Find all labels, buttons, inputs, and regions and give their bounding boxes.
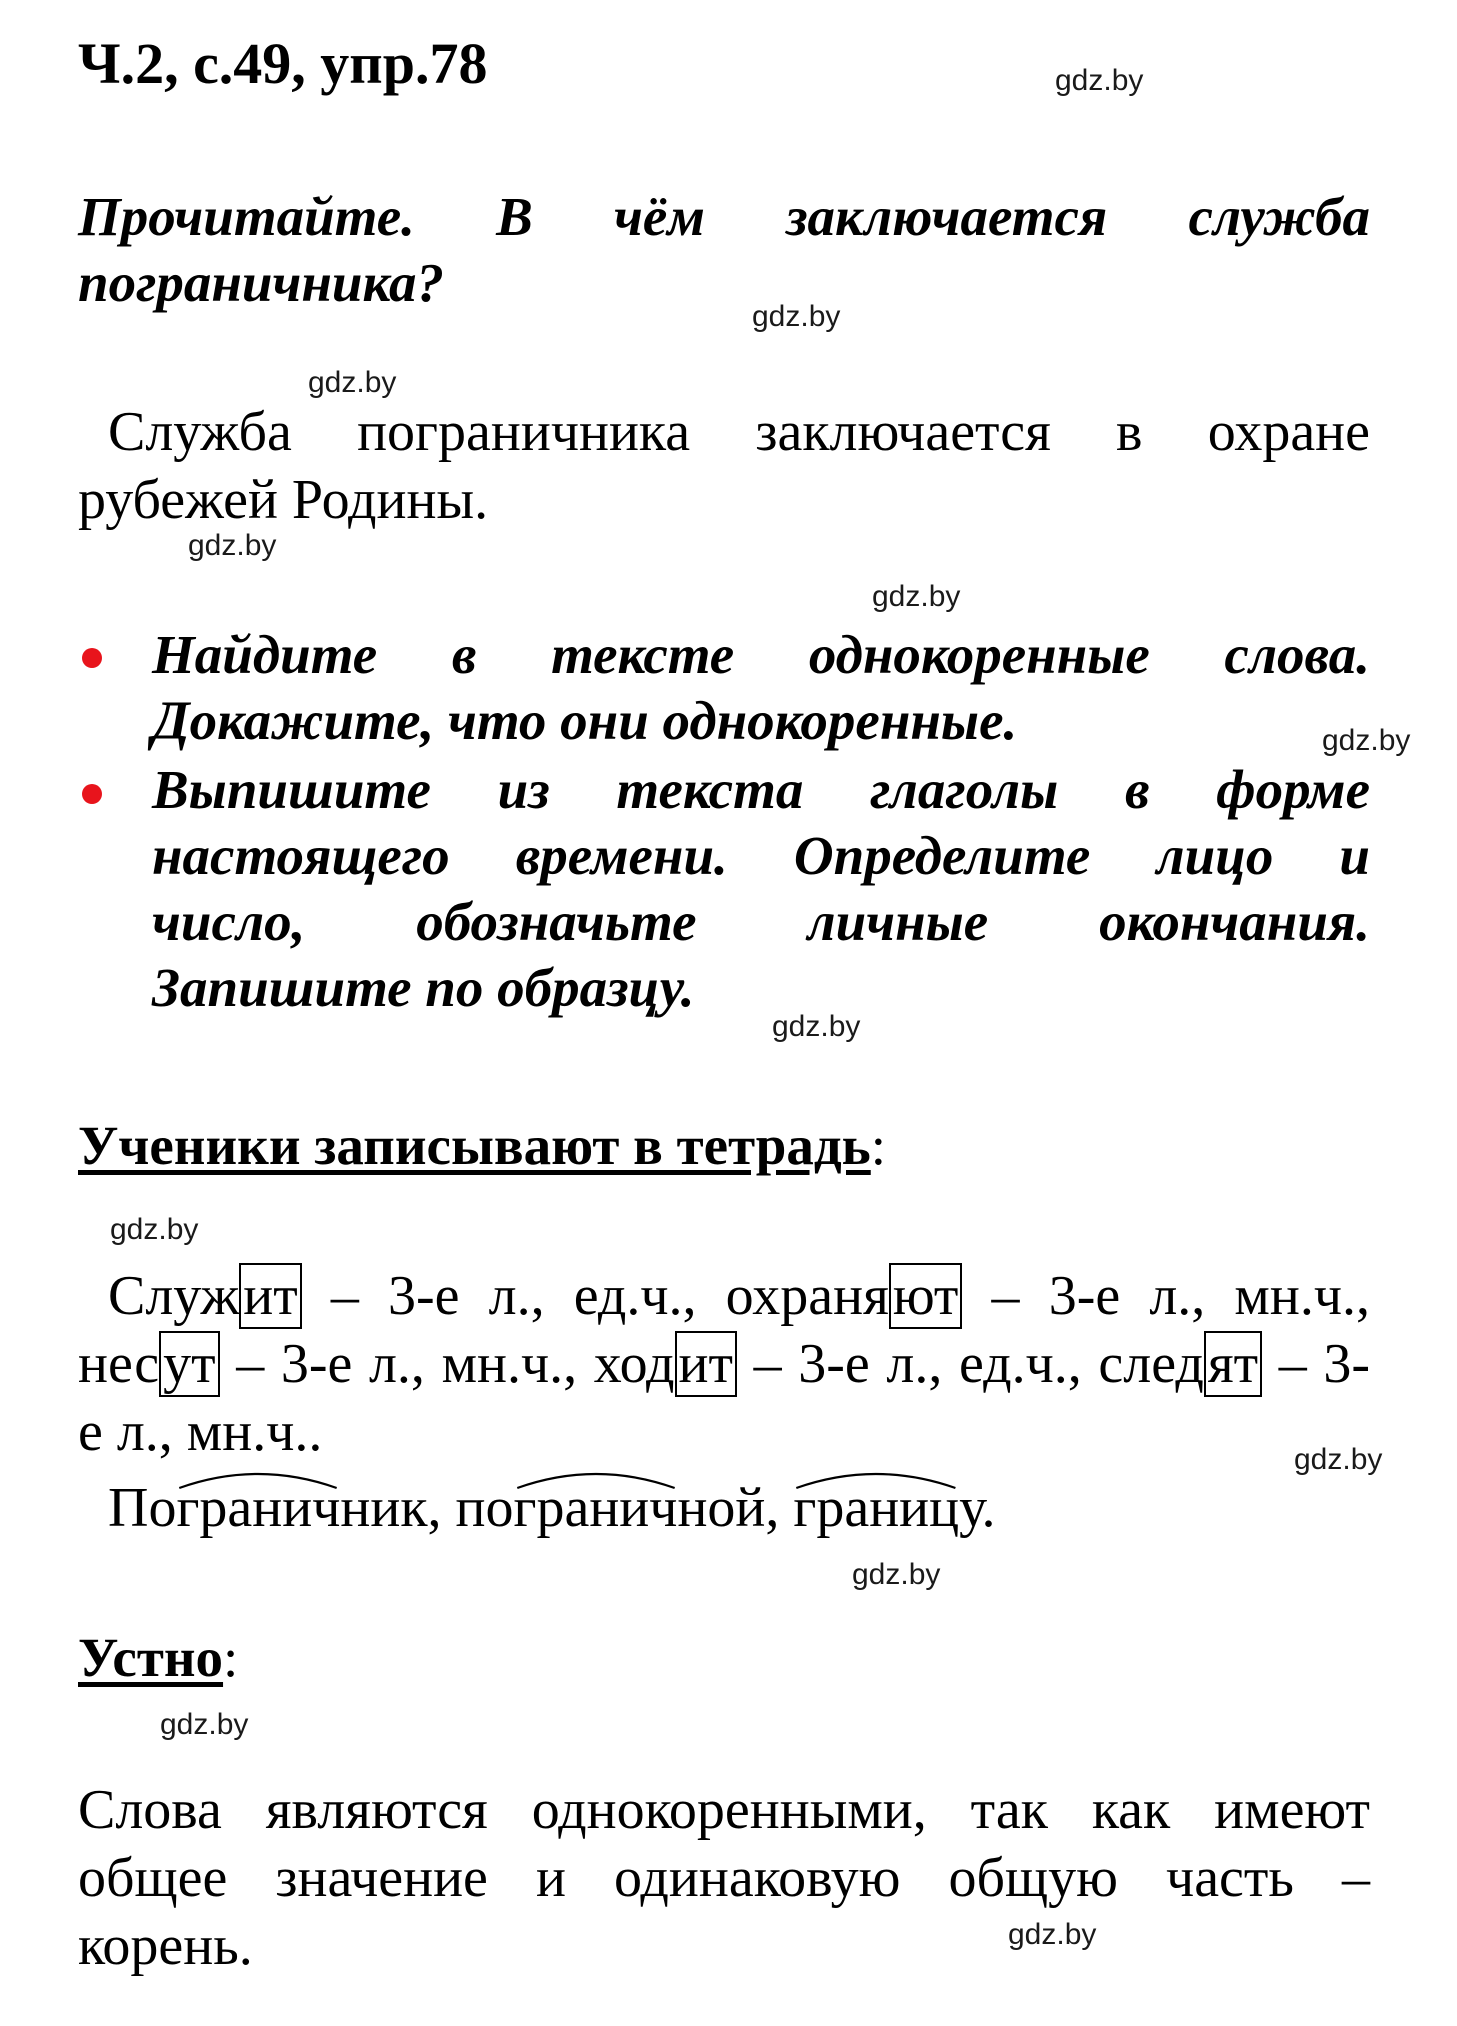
cognate-prefix: По [108, 1477, 177, 1539]
oral-line-1: Слова являются однокоренными, так как имеют [78, 1779, 1370, 1841]
oral-heading-row [78, 1626, 238, 1689]
verbs-block [78, 1262, 1370, 1466]
watermark: gdz.by [1055, 64, 1144, 97]
oral-text [78, 1776, 1370, 1980]
cognate-root [793, 1474, 959, 1542]
task-question-line: Прочитайте. В чём заключается служба пограничника? [78, 186, 1370, 313]
verbs-line-2 [78, 1330, 1370, 1398]
watermark: gdz.by [872, 580, 961, 613]
cognate-suffix: ник, [340, 1477, 456, 1539]
task-question [78, 184, 1370, 316]
page-title: Ч.2, с.49, упр.78 [78, 31, 488, 96]
watermark: gdz.by [110, 1213, 199, 1246]
cognate-prefix: по [455, 1477, 514, 1539]
root-arc-icon [176, 1466, 340, 1490]
cognate-root [514, 1474, 678, 1542]
verbs-line-1 [78, 1262, 1370, 1330]
verb-description: – 3- [1262, 1333, 1370, 1395]
bullet-task-1 [152, 622, 1370, 754]
verbs-line-3: е л., мн.ч.. [78, 1401, 323, 1463]
bullet-marker [82, 784, 102, 804]
watermark: gdz.by [160, 1708, 249, 1741]
cognate-root [176, 1474, 340, 1542]
verb-stem: след [1098, 1333, 1204, 1395]
cognate-root-text: границ [793, 1477, 960, 1539]
notebook-heading: Ученики записывают в тетрадь [78, 1115, 871, 1176]
bullet-task-1-line-2: Докажите, что они однокоренные. [152, 690, 1018, 751]
watermark: gdz.by [1322, 724, 1411, 757]
verb-description: – 3-е л., мн.ч., [962, 1265, 1370, 1327]
colon: : [223, 1627, 239, 1688]
verb-stem: охраня [725, 1265, 889, 1327]
verb-description: – 3-е л., мн.ч., [219, 1333, 594, 1395]
cognates-line [108, 1474, 996, 1542]
root-arc-icon [793, 1466, 959, 1490]
verb-ending-box: ят [1204, 1331, 1262, 1397]
watermark: gdz.by [1294, 1443, 1383, 1476]
verb-description: – 3-е л., ед.ч., [736, 1333, 1099, 1395]
watermark: gdz.by [772, 1010, 861, 1043]
answer-line-1: Служба пограничника заключается в охране [108, 401, 1370, 463]
cognate-root-text: гранич [513, 1477, 678, 1539]
colon: : [870, 1115, 887, 1176]
answer-text [78, 398, 1370, 534]
oral-line-3: корень. [78, 1915, 253, 1977]
cognate-suffix: у. [959, 1477, 996, 1539]
answer-line-2: рубежей Родины. [78, 469, 489, 531]
bullet-task-2-line-4: Запишите по образцу. [152, 957, 695, 1018]
root-arc-icon [514, 1466, 678, 1490]
watermark: gdz.by [308, 366, 397, 399]
verb-ending-box: ит [675, 1331, 737, 1397]
watermark: gdz.by [852, 1558, 941, 1591]
verb-ending-box: ут [159, 1331, 219, 1397]
bullet-task-2-line-2: настоящего времени. Определите лицо и [152, 825, 1370, 886]
verb-stem: Служ [108, 1265, 240, 1327]
notebook-heading-row [78, 1114, 886, 1177]
cognate-root-text: гранич [176, 1477, 341, 1539]
bullet-task-2 [152, 757, 1370, 1021]
verb-ending-box: ит [239, 1263, 301, 1329]
bullet-task-2-line-3: число, обозначьте личные окончания. [152, 891, 1370, 952]
watermark: gdz.by [188, 529, 277, 562]
verb-stem: нес [78, 1333, 160, 1395]
bullet-task-2-line-1: Выпишите из текста глаголы в форме [152, 759, 1370, 820]
verb-ending-box: ют [889, 1263, 963, 1329]
verb-stem: ход [593, 1333, 675, 1395]
watermark: gdz.by [752, 300, 841, 333]
oral-heading: Устно [78, 1627, 224, 1688]
bullet-task-1-line-1: Найдите в тексте однокоренные слова. [152, 624, 1370, 685]
verb-description: – 3-е л., ед.ч., [301, 1265, 726, 1327]
watermark: gdz.by [1008, 1918, 1097, 1951]
cognate-suffix: ной, [677, 1477, 794, 1539]
bullet-marker [82, 648, 102, 668]
oral-line-2: общее значение и одинаковую общую часть – [78, 1847, 1370, 1909]
